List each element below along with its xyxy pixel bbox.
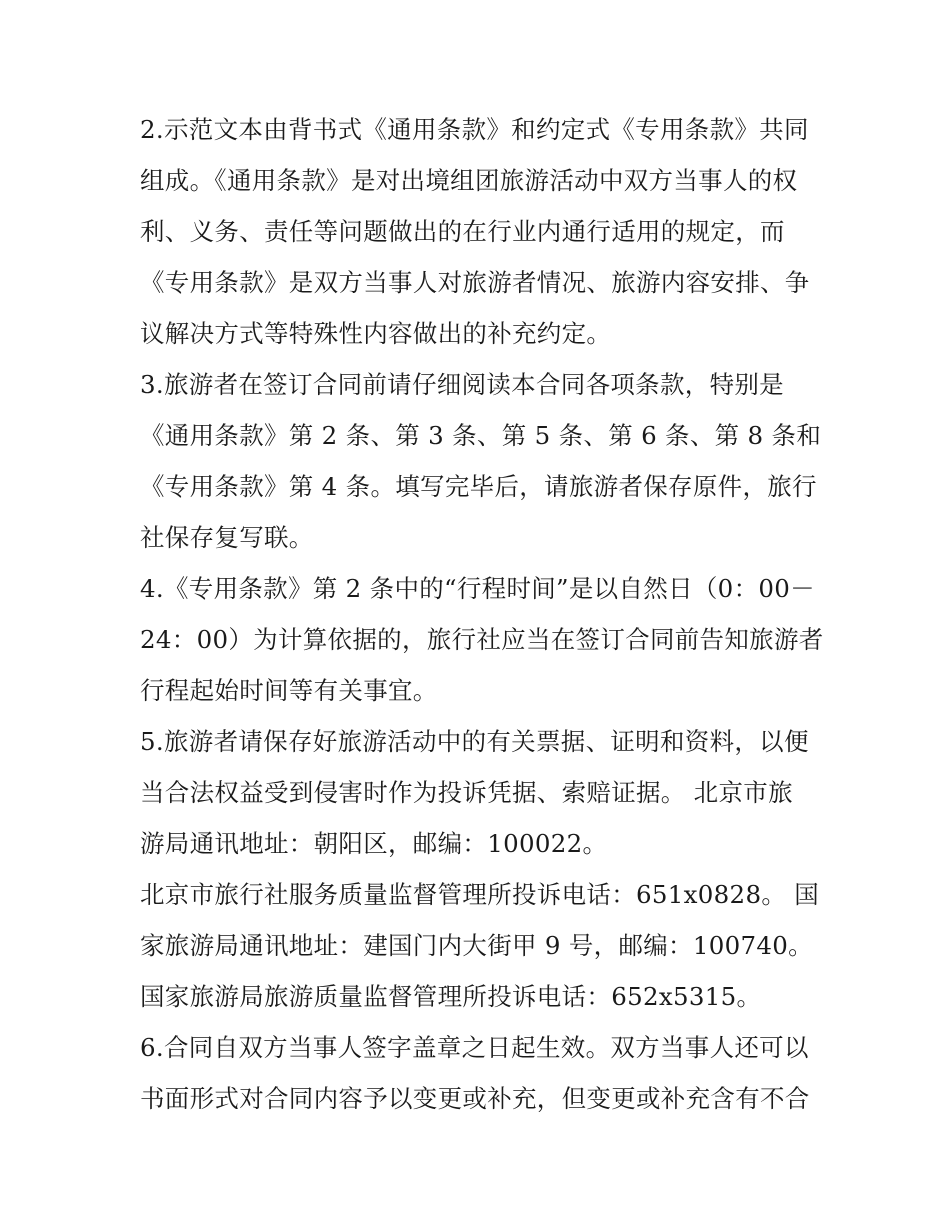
text-line: 议解决方式等特殊性内容做出的补充约定。 (140, 319, 612, 348)
text-line: 《通用条款》第 2 条、第 3 条、第 5 条、第 6 条、第 8 条和 (140, 421, 822, 450)
text-line: 国家旅游局旅游质量监督管理所投诉电话：652x5315。 (140, 982, 762, 1011)
text-line: 3.旅游者在签订合同前请仔细阅读本合同各项条款，特别是 (140, 370, 784, 399)
text-line: 5.旅游者请保存好旅游活动中的有关票据、证明和资料，以便 (140, 727, 809, 756)
text-line: 社保存复写联。 (140, 523, 314, 552)
text-line: 《专用条款》第 4 条。填写完毕后，请旅游者保存原件，旅行 (140, 472, 817, 501)
text-line: 2.示范文本由背书式《通用条款》和约定式《专用条款》共同 (140, 115, 809, 144)
text-line: 利、义务、责任等问题做出的在行业内通行适用的规定，而 (140, 217, 785, 246)
text-line: 6.合同自双方当事人签字盖章之日起生效。双方当事人还可以 (140, 1033, 809, 1062)
text-line: 游局通讯地址：朝阳区，邮编：100022。 (140, 829, 608, 858)
text-line: 当合法权益受到侵害时作为投诉凭据、索赔证据。 北京市旅 (140, 778, 793, 807)
text-line: 书面形式对合同内容予以变更或补充，但变更或补充含有不合 (140, 1084, 810, 1113)
text-line: 《专用条款》是双方当事人对旅游者情况、旅游内容安排、争 (140, 268, 810, 297)
text-line: 家旅游局通讯地址：建国门内大街甲 9 号，邮编：100740。 (140, 931, 813, 960)
text-line: 4.《专用条款》第 2 条中的“行程时间”是以自然日（0：00－ (140, 574, 815, 603)
text-line: 北京市旅行社服务质量监督管理所投诉电话：651x0828。 国 (140, 880, 820, 909)
text-line: 24：00）为计算依据的，旅行社应当在签订合同前告知旅游者 (140, 625, 824, 654)
text-line: 行程起始时间等有关事宜。 (140, 676, 438, 705)
text-line: 组成。《通用条款》是对出境组团旅游活动中双方当事人的权 (140, 166, 798, 195)
